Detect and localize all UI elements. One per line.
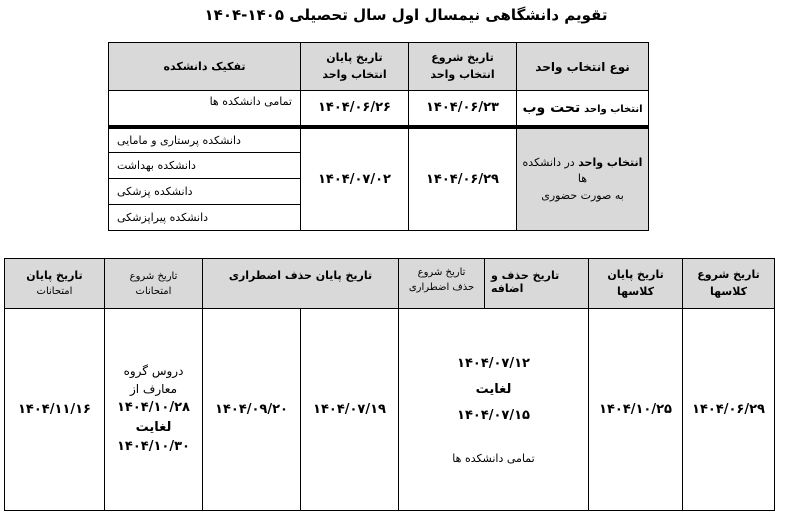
header-exam-start-line1: تاریخ شروع [129, 270, 178, 282]
header-class-start [683, 259, 775, 309]
emergency-start-date: ۱۴۰۴/۰۷/۱۹ [301, 309, 399, 511]
in-person-selection-line1 [517, 155, 648, 188]
web-selection-end-date: ۱۴۰۴/۰۶/۲۶ [301, 91, 409, 127]
exam-end-date: ۱۴۰۴/۱۱/۱۶ [5, 309, 105, 511]
add-drop-note: تمامی دانشکده ها [452, 452, 535, 466]
header-class-end-line1: تاریخ پایان [607, 268, 664, 281]
faculty-item: دانشکده پیراپزشکی [109, 205, 301, 231]
exam-start-until-word: لغایت [135, 419, 172, 435]
faculty-item: دانشکده پرستاری و مامایی [109, 127, 301, 153]
header-selection-start [409, 43, 517, 91]
header-exam-start [105, 259, 203, 309]
in-person-selection-bold: انتخاب واحد [578, 155, 643, 169]
header-selection-start-line1: تاریخ شروع [431, 51, 494, 64]
unit-selection-table [108, 42, 649, 231]
header-selection-end [301, 43, 409, 91]
web-selection-big: تحت وب [522, 99, 581, 116]
web-selection-type [517, 91, 649, 127]
add-drop-cell [399, 309, 589, 511]
header-emergency-start [399, 259, 485, 309]
header-class-start-line1: تاریخ شروع [697, 268, 760, 281]
header-exam-start-line2: امتحانات [135, 285, 172, 297]
page-title: تقویم دانشگاهی نیمسال اول سال تحصیلی ۱۴۰۵-۱۴۰۴ [204, 6, 608, 24]
in-person-selection-rest: در دانشکده ها [522, 155, 588, 185]
class-end-date: ۱۴۰۴/۱۰/۲۵ [589, 309, 683, 511]
in-person-selection-end-date: ۱۴۰۴/۰۷/۰۲ [301, 127, 409, 231]
emergency-end-date: ۱۴۰۴/۰۹/۲۰ [203, 309, 301, 511]
add-drop-from: ۱۴۰۴/۰۷/۱۲ [457, 356, 530, 372]
exam-start-note2: معارف از [129, 382, 178, 397]
exam-start-cell [105, 309, 203, 511]
header-faculty: تفکیک دانشکده [109, 43, 301, 91]
web-selection-faculty: تمامی دانشکده ها [109, 91, 301, 127]
header-exam-end-line2: امتحانات [36, 286, 73, 298]
header-exam-end [5, 259, 105, 309]
header-class-end [589, 259, 683, 309]
header-selection-type: نوع انتخاب واحد [517, 43, 649, 91]
header-add-drop: تاریخ حذف و اضافه [485, 259, 589, 309]
class-start-date: ۱۴۰۴/۰۶/۲۹ [683, 309, 775, 511]
header-class-end-line2: کلاسها [617, 284, 654, 298]
web-selection-prefix: انتخاب واحد [584, 103, 643, 115]
in-person-selection-type [517, 127, 649, 231]
in-person-selection-start-date: ۱۴۰۴/۰۶/۲۹ [409, 127, 517, 231]
header-selection-start-line2: انتخاب واحد [430, 67, 495, 81]
exam-start-note1: دروس گروه [123, 364, 184, 379]
exam-start-to: ۱۴۰۴/۱۰/۳۰ [117, 439, 190, 455]
add-drop-until-word: لغایت [475, 382, 512, 398]
in-person-selection-line2: به صورت حضوری [541, 188, 624, 202]
web-selection-start-date: ۱۴۰۴/۰۶/۲۳ [409, 91, 517, 127]
exam-start-from: ۱۴۰۴/۱۰/۲۸ [117, 400, 190, 416]
class-exam-table [4, 258, 775, 511]
header-selection-end-line2: انتخاب واحد [322, 67, 387, 81]
header-class-start-line2: کلاسها [710, 284, 747, 298]
add-drop-to: ۱۴۰۴/۰۷/۱۵ [457, 408, 530, 424]
faculty-item: دانشکده پزشکی [109, 179, 301, 205]
header-emergency-start-line1: تاریخ شروع [417, 267, 466, 278]
header-selection-end-line1: تاریخ پایان [326, 51, 383, 64]
header-emergency-start-line2: حذف اضطراری [408, 282, 475, 293]
header-exam-end-line1: تاریخ پایان [26, 268, 83, 282]
faculty-item: دانشکده بهداشت [109, 153, 301, 179]
header-emergency-end: تاریخ پایان حذف اضطراری [203, 259, 399, 309]
